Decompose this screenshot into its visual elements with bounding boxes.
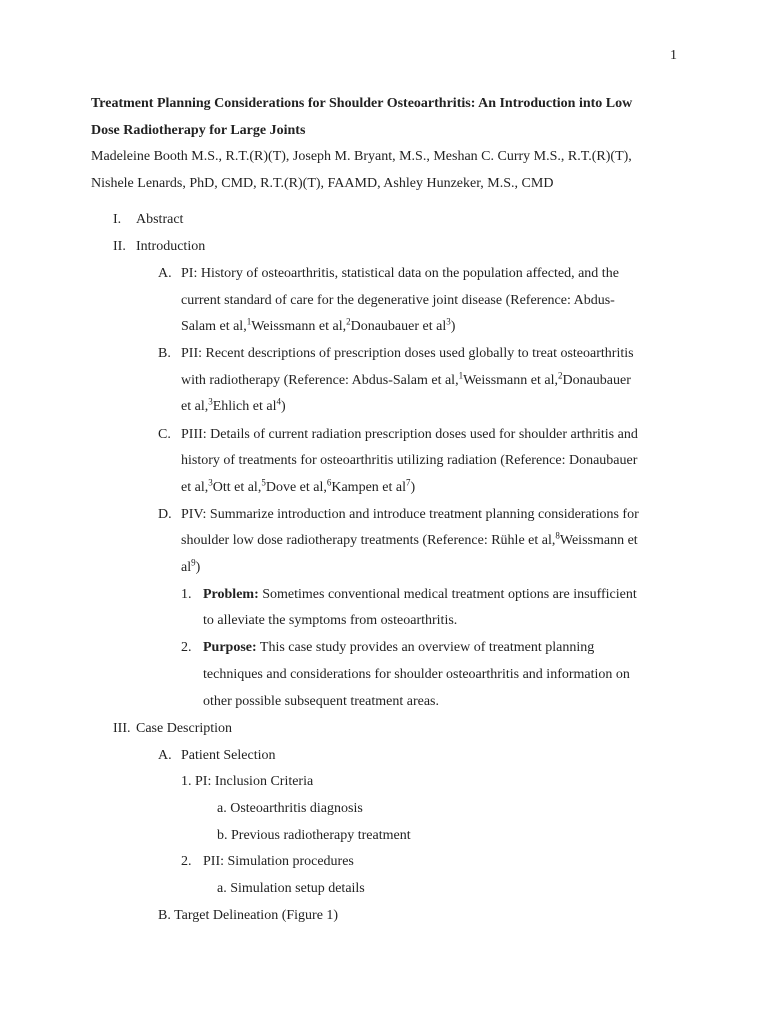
purpose-label: Purpose:	[203, 640, 257, 655]
outline-label-IIIA2: 2.	[181, 854, 192, 869]
outline-IIC-line-3	[181, 479, 415, 497]
text-segment: Ott et al,	[212, 480, 262, 495]
outline-IID1-line-1	[203, 586, 637, 604]
outline-label-IID: D.	[158, 507, 172, 522]
outline-label-IID2: 2.	[181, 640, 192, 655]
text-segment: Kampen et al	[331, 480, 406, 495]
authors-line-2: Nishele Lenards, PhD, CMD, R.T.(R)(T), FAAMD, Ashley Hunzeker, M.S., CMD	[91, 176, 554, 191]
outline-label-III: III.	[113, 721, 131, 736]
text-segment: )	[195, 560, 201, 575]
reference-superscript: 3	[208, 396, 213, 407]
page-number: 1	[670, 48, 677, 63]
outline-previous-radiotherapy: b. Previous radiotherapy treatment	[217, 828, 411, 843]
outline-osteoarthritis-diagnosis: a. Osteoarthritis diagnosis	[217, 801, 363, 816]
text-segment: et al,	[181, 399, 209, 414]
text-segment: Salam et al,	[181, 319, 247, 334]
outline-label-IIC: C.	[158, 427, 171, 442]
outline-IIC-line-1: PIII: Details of current radiation prescription doses used for shoulder arthritis and	[181, 427, 638, 442]
reference-superscript: 8	[555, 530, 560, 541]
outline-label-IIIA: A.	[158, 748, 172, 763]
outline-label-IIB: B.	[158, 346, 171, 361]
outline-IID2-line-1	[203, 639, 594, 657]
text-segment: Donaubauer et al	[350, 319, 447, 334]
outline-IID2-line-2: techniques and considerations for shoulder osteoarthritis and information on	[203, 667, 630, 682]
reference-superscript: 2	[346, 316, 351, 327]
text-segment: Ehlich et al	[212, 399, 277, 414]
reference-superscript: 6	[326, 477, 332, 488]
outline-inclusion-criteria: 1. PI: Inclusion Criteria	[181, 774, 314, 789]
text-segment: )	[280, 399, 286, 414]
outline-IIA-line-1: PI: History of osteoarthritis, statistical data on the population affected, and the	[181, 266, 619, 281]
outline-target-delineation: B. Target Delineation (Figure 1)	[158, 908, 339, 923]
text-segment: Sometimes conventional medical treatment options are insufficient	[258, 587, 637, 602]
text-segment: al	[181, 560, 192, 575]
reference-superscript: 1	[458, 370, 464, 381]
outline-IID-line-3	[181, 559, 200, 577]
text-segment: Weissmann et	[559, 533, 638, 548]
text-segment: Weissmann et al,	[251, 319, 347, 334]
outline-patient-selection: Patient Selection	[181, 748, 276, 763]
reference-superscript: 9	[191, 557, 196, 568]
outline-IID1-line-2: to alleviate the symptoms from osteoarthritis.	[203, 613, 458, 628]
reference-superscript: 3	[208, 477, 213, 488]
text-segment: Donaubauer	[562, 373, 631, 388]
title-line-2: Dose Radiotherapy for Large Joints	[91, 123, 306, 138]
reference-superscript: 3	[446, 316, 451, 327]
outline-label-IID1: 1.	[181, 587, 192, 602]
reference-superscript: 2	[557, 370, 563, 381]
problem-label: Problem:	[203, 587, 259, 602]
text-segment: with radiotherapy (Reference: Abdus-Salam et al,	[181, 373, 459, 388]
outline-label-II: II.	[113, 239, 126, 254]
text-segment: shoulder low dose radiotherapy treatments (Reference: Rühle et al,	[181, 533, 556, 548]
text-segment: Weissmann et al,	[463, 373, 558, 388]
outline-label-I: I.	[113, 212, 122, 227]
outline-label-IIA: A.	[158, 266, 172, 281]
reference-superscript: 1	[246, 316, 252, 327]
outline-IIB-line-3	[181, 398, 286, 416]
outline-IID-line-1: PIV: Summarize introduction and introduce treatment planning considerations for	[181, 507, 639, 522]
outline-introduction: Introduction	[136, 239, 206, 254]
text-segment: This case study provides an overview of treatment planning	[256, 640, 595, 655]
text-segment: Dove et al,	[265, 480, 327, 495]
outline-IIC-line-2: history of treatments for osteoarthritis utilizing radiation (Reference: Donaubauer	[181, 453, 638, 468]
authors-line-1: Madeleine Booth M.S., R.T.(R)(T), Joseph M. Bryant, M.S., Meshan C. Curry M.S., R.T.(R)(T),	[91, 149, 632, 164]
outline-IIA-line-3	[181, 318, 455, 336]
outline-IID-line-2	[181, 532, 638, 550]
text-segment: )	[450, 319, 456, 334]
outline-IIB-line-1: PII: Recent descriptions of prescription doses used globally to treat osteoarthritis	[181, 346, 634, 361]
outline-simulation-setup: a. Simulation setup details	[217, 881, 365, 896]
outline-IID2-line-3: other possible subsequent treatment areas.	[203, 694, 439, 709]
reference-superscript: 5	[261, 477, 266, 488]
outline-IIB-line-2	[181, 372, 631, 390]
title-line-1: Treatment Planning Considerations for Shoulder Osteoarthritis: An Introduction into Low	[91, 96, 633, 111]
outline-IIA-line-2: current standard of care for the degenerative joint disease (Reference: Abdus-	[181, 293, 615, 308]
outline-abstract: Abstract	[136, 212, 184, 227]
reference-superscript: 4	[276, 396, 281, 407]
reference-superscript: 7	[406, 477, 411, 488]
text-segment: )	[410, 480, 416, 495]
text-segment: et al,	[181, 480, 209, 495]
outline-case-description: Case Description	[136, 721, 233, 736]
outline-simulation-procedures: PII: Simulation procedures	[203, 854, 354, 869]
